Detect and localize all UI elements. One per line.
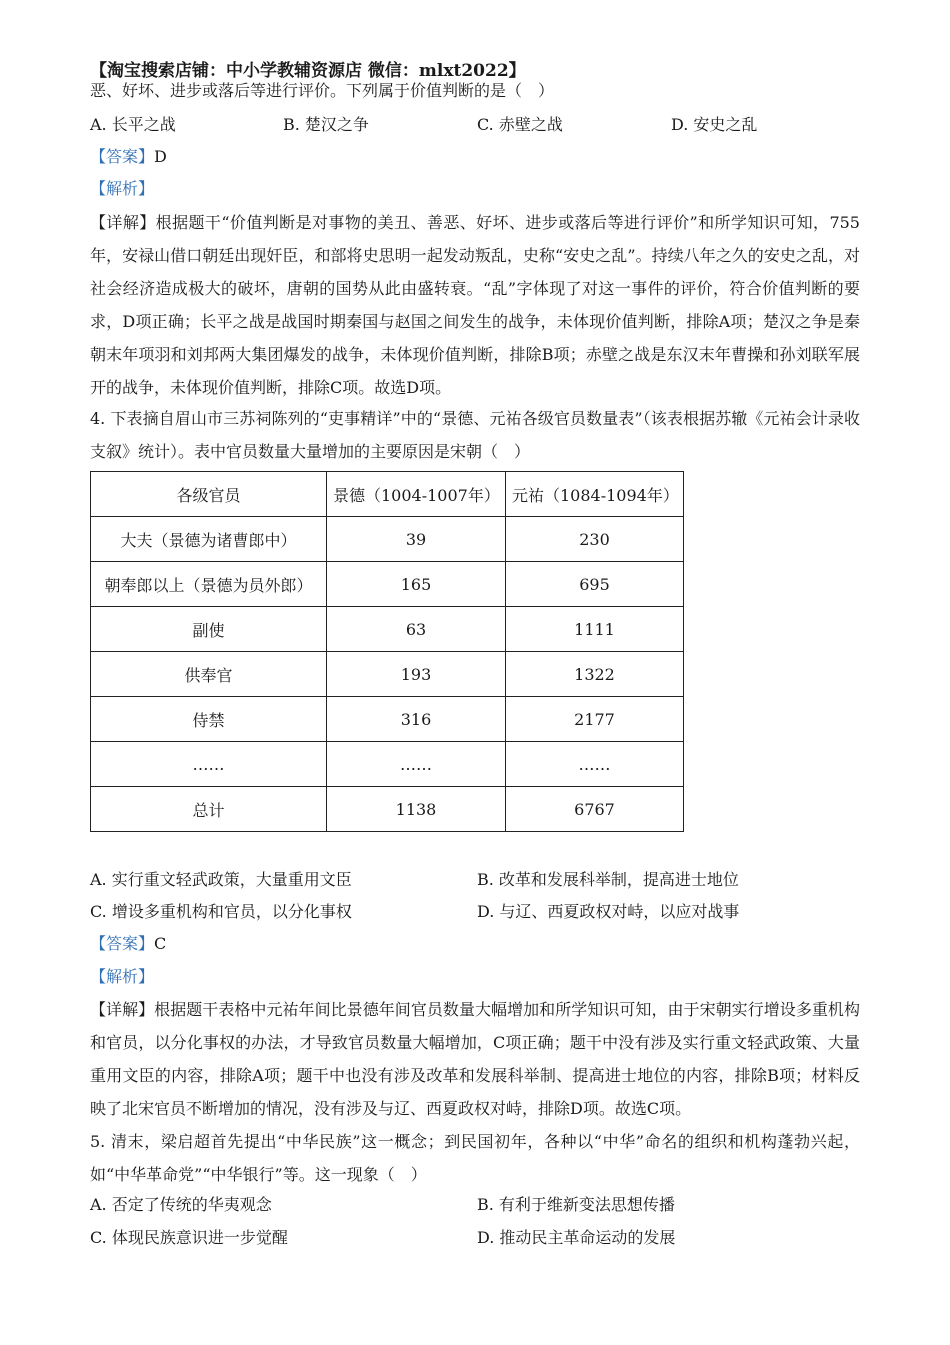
- q3-analysis-tag: 【解析】: [90, 179, 155, 198]
- q5-option-b: B. 有利于维新变法思想传播: [477, 1195, 675, 1214]
- table-header-cell: 景德（1004-1007年）: [327, 472, 506, 517]
- page-header: 【淘宝搜索店铺：中小学教辅资源店 微信：mlxt2022】: [90, 61, 526, 81]
- table-cell: 193: [327, 652, 506, 697]
- q4-detail: [90, 993, 860, 1125]
- table-cell: 侍禁: [91, 697, 327, 742]
- table-header-cell: 元祐（1084-1094年）: [506, 472, 684, 517]
- table-row: [91, 787, 684, 832]
- detail-text: 根据题干表格中元祐年间比景德年间官员数量大幅增加和所学知识可知，由于宋朝实行增设多重机构和官员，以分化事权的办法，才导致官员数量大幅增加，C项正确；题干中没有涉及实行重文轻武政策、大量重用文臣的内容，排除A项；题干中也没有涉及改革和发展科举制、提高进士地位的内容，排除B项；材料反映了北宋官员不断增加的情况，没有涉及与辽、西夏政权对峙，排除D项。故选C项。: [90, 1000, 860, 1118]
- answer-value: C: [154, 934, 167, 953]
- table-cell: 695: [506, 562, 684, 607]
- q3-option-d: D. 安史之乱: [671, 115, 758, 134]
- q5-option-c: C. 体现民族意识进一步觉醒: [90, 1228, 288, 1247]
- q3-detail: [90, 206, 860, 404]
- q4-option-a: A. 实行重文轻武政策，大量重用文臣: [90, 870, 352, 889]
- detail-tag: 【详解】: [90, 213, 156, 232]
- officials-table: [90, 471, 684, 832]
- q3-option-b: B. 楚汉之争: [283, 115, 369, 134]
- q3-stem-tail: 恶、好坏、进步或落后等进行评价。下列属于价值判断的是（ ）: [90, 81, 555, 100]
- table-row: [91, 697, 684, 742]
- q4-option-d: D. 与辽、西夏政权对峙，以应对战事: [477, 902, 740, 921]
- table-row: [91, 652, 684, 697]
- table-cell: 230: [506, 517, 684, 562]
- answer-tag: 【答案】: [90, 934, 155, 953]
- table-cell: ……: [91, 742, 327, 787]
- table-row: [91, 562, 684, 607]
- table-header-cell: 各级官员: [91, 472, 327, 517]
- q5-stem: 5. 清末，梁启超首先提出“中华民族”这一概念；到民国初年，各种以“中华”命名的组织和机构蓬勃兴起，如“中华革命党”“中华银行”等。这一现象（ ）: [90, 1132, 860, 1184]
- q4-answer: [90, 933, 166, 955]
- q5-option-a: A. 否定了传统的华夷观念: [90, 1195, 272, 1214]
- table-cell: 63: [327, 607, 506, 652]
- q4-stem: 4. 下表摘自眉山市三苏祠陈列的“吏事精详”中的“景德、元祐各级官员数量表”（该表根据苏辙《元祐会计录收支叙》统计）。表中官员数量大量增加的主要原因是宋朝（ ）: [90, 409, 860, 461]
- table-cell: 1322: [506, 652, 684, 697]
- table-cell: ……: [506, 742, 684, 787]
- answer-tag: 【答案】: [90, 147, 155, 166]
- q4-option-b: B. 改革和发展科举制，提高进士地位: [477, 870, 739, 889]
- q4-option-c: C. 增设多重机构和官员，以分化事权: [90, 902, 352, 921]
- table-cell: 39: [327, 517, 506, 562]
- table-cell: 供奉官: [91, 652, 327, 697]
- q3-option-a: A. 长平之战: [90, 115, 176, 134]
- table-header-row: [91, 472, 684, 517]
- q3-option-c: C. 赤壁之战: [477, 115, 563, 134]
- q5-option-d: D. 推动民主革命运动的发展: [477, 1228, 676, 1247]
- q3-answer: [90, 146, 167, 168]
- table-row: [91, 742, 684, 787]
- table-cell: 1111: [506, 607, 684, 652]
- table-cell: 165: [327, 562, 506, 607]
- table-cell: 316: [327, 697, 506, 742]
- answer-value: D: [154, 147, 167, 166]
- table-cell: 2177: [506, 697, 684, 742]
- detail-tag: 【详解】: [90, 1000, 155, 1019]
- table-row: [91, 607, 684, 652]
- q4-analysis-tag: 【解析】: [90, 967, 155, 986]
- table-cell: 1138: [327, 787, 506, 832]
- detail-text: 根据题干“价值判断是对事物的美丑、善恶、好坏、进步或落后等进行评价”和所学知识可知，755年，安禄山借口朝廷出现奸臣，和部将史思明一起发动叛乱，史称“安史之乱”。持续八年之久的安史之乱，对社会经济造成极大的破坏，唐朝的国势从此由盛转衰。“乱”字体现了对这一事件的评价，符合价值判断的要求，D项正确；长平之战是战国时期秦国与赵国之间发生的战争，未体现价值判断，排除A项；楚汉之争是秦朝末年项羽和刘邦两大集团爆发的战争，未体现价值判断，排除B项；赤壁之战是东汉末年曹操和孙刘联军展开的战争，未体现价值判断，排除C项。故选D项。: [90, 213, 860, 397]
- table-cell: ……: [327, 742, 506, 787]
- table-cell: 6767: [506, 787, 684, 832]
- table-cell: 副使: [91, 607, 327, 652]
- table-cell: 朝奉郎以上（景德为员外郎）: [91, 562, 327, 607]
- table-cell: 总计: [91, 787, 327, 832]
- table-row: [91, 517, 684, 562]
- table-cell: 大夫（景德为诸曹郎中）: [91, 517, 327, 562]
